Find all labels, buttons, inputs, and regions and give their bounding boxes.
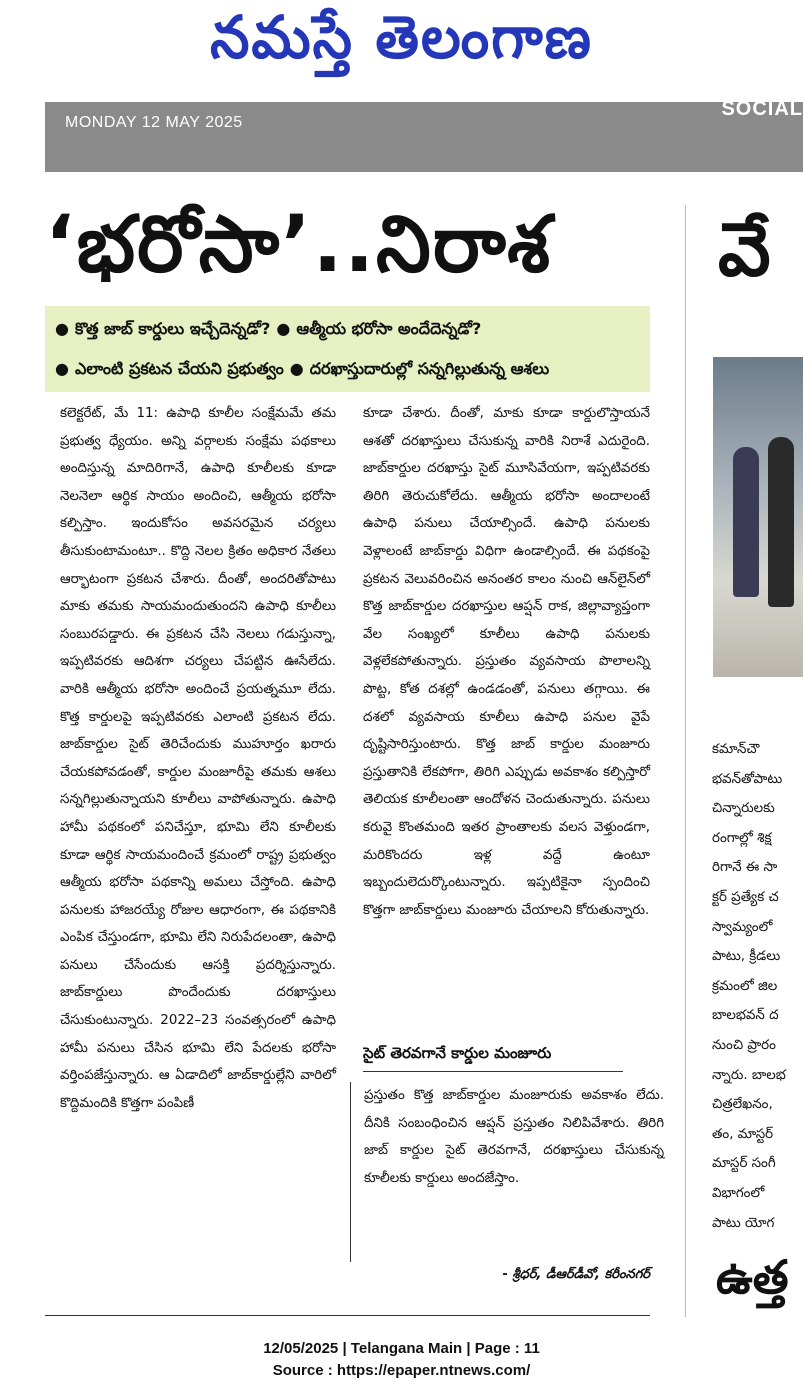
quote-attribution: - శ్రీధర్‌, డీఆర్‌డీవో, కరీంనగర్‌ bbox=[502, 1267, 650, 1282]
subhead-line-2 bbox=[55, 354, 645, 384]
side-text-line: రిగానే ఈ సా bbox=[712, 860, 778, 876]
side-text-line: విభాగంలో bbox=[712, 1185, 765, 1201]
side-article-text bbox=[712, 735, 803, 1255]
subhead-text: ఎలాంటి ప్రకటన చేయని ప్రభుత్వం bbox=[74, 359, 284, 378]
subheads-box bbox=[45, 306, 650, 392]
side-text-line: పాటు యోగ bbox=[712, 1215, 775, 1231]
side-text-line: స్వామ్యంలో bbox=[712, 919, 773, 935]
side-text-line: తం, మాస్టర్‌ bbox=[712, 1126, 774, 1142]
divider bbox=[45, 1315, 650, 1316]
page-footer bbox=[0, 1338, 803, 1382]
side-article-headline: వే bbox=[718, 207, 771, 293]
side-text-line: నుంచి ప్రారం bbox=[712, 1037, 776, 1053]
side-text-line: రంగాల్లో శిక్ష bbox=[712, 830, 772, 846]
side-bottom-headline: ఉత్త bbox=[716, 1250, 789, 1304]
quote-text: ప్రస్తుతం కొత్త జాబ్‌కార్డుల మంజూరుకు అవకాశం లేదు. దీనికి సంబంధించిన ఆప్షన్‌ ప్రస్తుతం నిలిపివేశారు. తిరిగి జాబ్‌ కార్డుల సైట్‌ తెరవగానే, దరఖాస్తులు చేసుకున్న కూలీలకు కార్డులు అందజేస్తాం. bbox=[364, 1088, 664, 1186]
side-text-line: న్నారు. బాలభ bbox=[712, 1067, 786, 1083]
masthead bbox=[0, 0, 803, 100]
side-text-line: మాస్టర్‌ సంగీ bbox=[712, 1156, 776, 1172]
side-text-line: భవన్‌తోపాటు bbox=[712, 771, 783, 787]
side-text-line: క్టర్‌ ప్రత్యేక చ bbox=[712, 889, 779, 905]
side-text-line: బాలభవన్‌ ద bbox=[712, 1008, 779, 1024]
article-headline: ‘భరోసా’..నిరాశ bbox=[45, 200, 552, 290]
subsection-title: సైట్‌ తెరవగానే కార్డుల మంజూరు bbox=[363, 1035, 623, 1072]
bullet-icon: ● bbox=[276, 319, 291, 338]
column-divider bbox=[685, 205, 686, 1317]
date-bar bbox=[45, 98, 803, 172]
side-text-line: చిన్నారులకు bbox=[712, 801, 775, 817]
article-column-1 bbox=[60, 400, 336, 1288]
bullet-icon: ● bbox=[55, 319, 69, 338]
side-article-photo bbox=[713, 357, 803, 677]
issue-date: MONDAY 12 MAY 2025 bbox=[65, 114, 243, 131]
photo-person bbox=[733, 447, 759, 597]
article-column-2 bbox=[363, 400, 650, 924]
bullet-icon: ● bbox=[289, 359, 304, 378]
side-text-line: చిత్రలేఖనం, bbox=[712, 1097, 773, 1113]
photo-person bbox=[768, 437, 794, 607]
footer-source-link[interactable]: Source : https://epaper.ntnews.com/ bbox=[272, 1362, 531, 1379]
subhead-text: దరఖాస్తుదారుల్లో సన్నగిల్లుతున్న ఆశలు bbox=[309, 359, 550, 378]
footer-edition: 12/05/2025 | Telangana Main | Page : 11 bbox=[263, 1340, 540, 1357]
side-text-line: క్రమంలో జిల bbox=[712, 978, 778, 994]
side-text-line: పాటు, క్రీడలు bbox=[712, 949, 781, 965]
side-text-line: కమాన్‌చౌ bbox=[712, 742, 760, 757]
subhead-text: ఆత్మీయ భరోసా అందేదెన్నడో? bbox=[296, 319, 482, 338]
subhead-text: కొత్త జాబ్‌ కార్డులు ఇచ్చేదెన్నడో? bbox=[74, 319, 271, 338]
subhead-line-1 bbox=[55, 314, 645, 344]
body-text: కలెక్టరేట్‌, మే 11: ఉపాధి కూలీల సంక్షేమమే తమ ప్రభుత్వ ధ్యేయం. అన్ని వర్గాలకు సంక్షేమ పథకాలు అందిస్తున్న మాదిరిగానే, ఉపాధి కూలీలకు కూడా నెలనెలా ఆర్థిక సాయం అందించి, ఆత్మీయ భరోసా కల్పిస్తాం. ఇందుకోసం అవసరమైన చర్యలు తీసుకుంటామంటూ.. కొద్ది నెలల క్రితం అధికార నేతలు ఆర్భాటంగా ప్రకటన చేశారు. దీంతో, అందరితోపాటు మాకు తమకు సాయమందుతుందని ఉపాధి కూలీలు సంబురపడ్డారు. ఈ ప్రకటన చేసి నెలలు గడుస్తున్నా, ఇప్పటివరకు ఆదిశగా చర్యలు చేపట్టిన ఊసేలేదు. వారికి ఆత్మీయ భరోసా అందించే ప్రయత్నమూ లేదు. కొత్త కార్డులపై ఇప్పటివరకు ఎలాంటి ప్రకటన లేదు. జాబ్‌కార్డుల సైట్‌ తెరిచేందుకు ముహూర్తం ఖరారు చేయకపోవడంతో, కార్డుల మంజూరీపై తమకు ఆశలు సన్నగిల్లుతున్నాయని కూలీలు వాపోతున్నారు. ఉపాధి హామీ పథకంలో పనిచేస్తూ, భూమి లేని కూలీలకు కూడా ఆర్థిక సాయమందించే క్రమంలో రాష్ట్ర ప్రభుత్వం ఆత్మీయ భరోసా పథకాన్ని అమలు చేస్తోంది. ఉపాధి పనులకు హాజరయ్యే రోజుల ఆధారంగా, ఈ పథకానికి ఎంపిక చేస్తుండగా, భూమి లేని నిరుపేదలంతా, ఉపాధి పనులు చేసేందుకు ఆసక్తి ప్రదర్శిస్తున్నారు. జాబ్‌కార్డులు పొందేందుకు దరఖాస్తులు చేసుకుంటున్నారు. 2022–23 సంవత్సరంలో ఉపాధి హామీ పనులు చేసిన భూమి లేని పేదలకు భరోసా వర్తింపజేస్తున్నారు. ఆ ఏడాదిలో జాబ్‌కార్డుల్లేని వారిలో కొద్దిమందికి కొత్తగా పంపిణీ bbox=[60, 406, 336, 1111]
newspaper-logo: నమస్తే తెలంగాణ bbox=[210, 4, 593, 73]
body-text: కూడా చేశారు. దీంతో, మాకు కూడా కార్డులొస్తాయనే ఆశతో దరఖాస్తులు చేసుకున్న వారికి నిరాశే ఎదురైంది. జాబ్‌కార్డుల దరఖాస్తు సైట్‌ మూసివేయగా, ఇప్పటివరకు తిరిగి తెరుచుకోలేదు. ఆత్మీయ భరోసా అందాలంటే ఉపాధి పనులు చేయాల్సిందే. ఉపాధి పనులకు వెళ్లాలంటే జాబ్‌కార్డు విధిగా ఉండాల్సిందే. ఈ పథకంపై ప్రకటన వెలువరించిన అనంతర కాలం నుంచి ఆన్‌లైన్‌లో కొత్త జాబ్‌కార్డుల దరఖాస్తుల ఆప్షన్‌ రాక, జిల్లావ్యాప్తంగా వేల సంఖ్యలో కూలీలు ఉపాధి పనులకు వెళ్లలేకపోతున్నారు. ప్రస్తుతం వ్యవసాయ పొలాలన్ని పొట్ట, కోత దశల్లో ఉండడంతో, పనులు తగ్గాయి. ఈ దశలో వ్యవసాయ కూలీలు ఉపాధి పనుల వైపే దృష్టిసారిస్తుంటారు. కొత్త జాబ్‌ కార్డుల మంజూరు ప్రస్తుతానికి లేకపోగా, తిరిగి ఎప్పుడు అవకాశం కల్పిస్తారో తెలియక కూలీలంతా ఆందోళన చెందుతున్నారు. పనులు కరువై కొంతమంది ఇతర ప్రాంతాలకు వలస వెళ్తుండగా, మరికొందరు ఇళ్ల వద్దే ఉంటూ ఇబ్బందులెదుర్కొంటున్నారు. ఇప్పటికైనా స్పందించి కొత్తగా జాబ్‌కార్డులు మంజూరు చేయాలని కోరుతున్నారు. bbox=[363, 406, 650, 918]
section-fragment: SOCIAL bbox=[721, 98, 803, 120]
quote-box bbox=[350, 1082, 664, 1262]
bullet-icon: ● bbox=[55, 359, 69, 378]
